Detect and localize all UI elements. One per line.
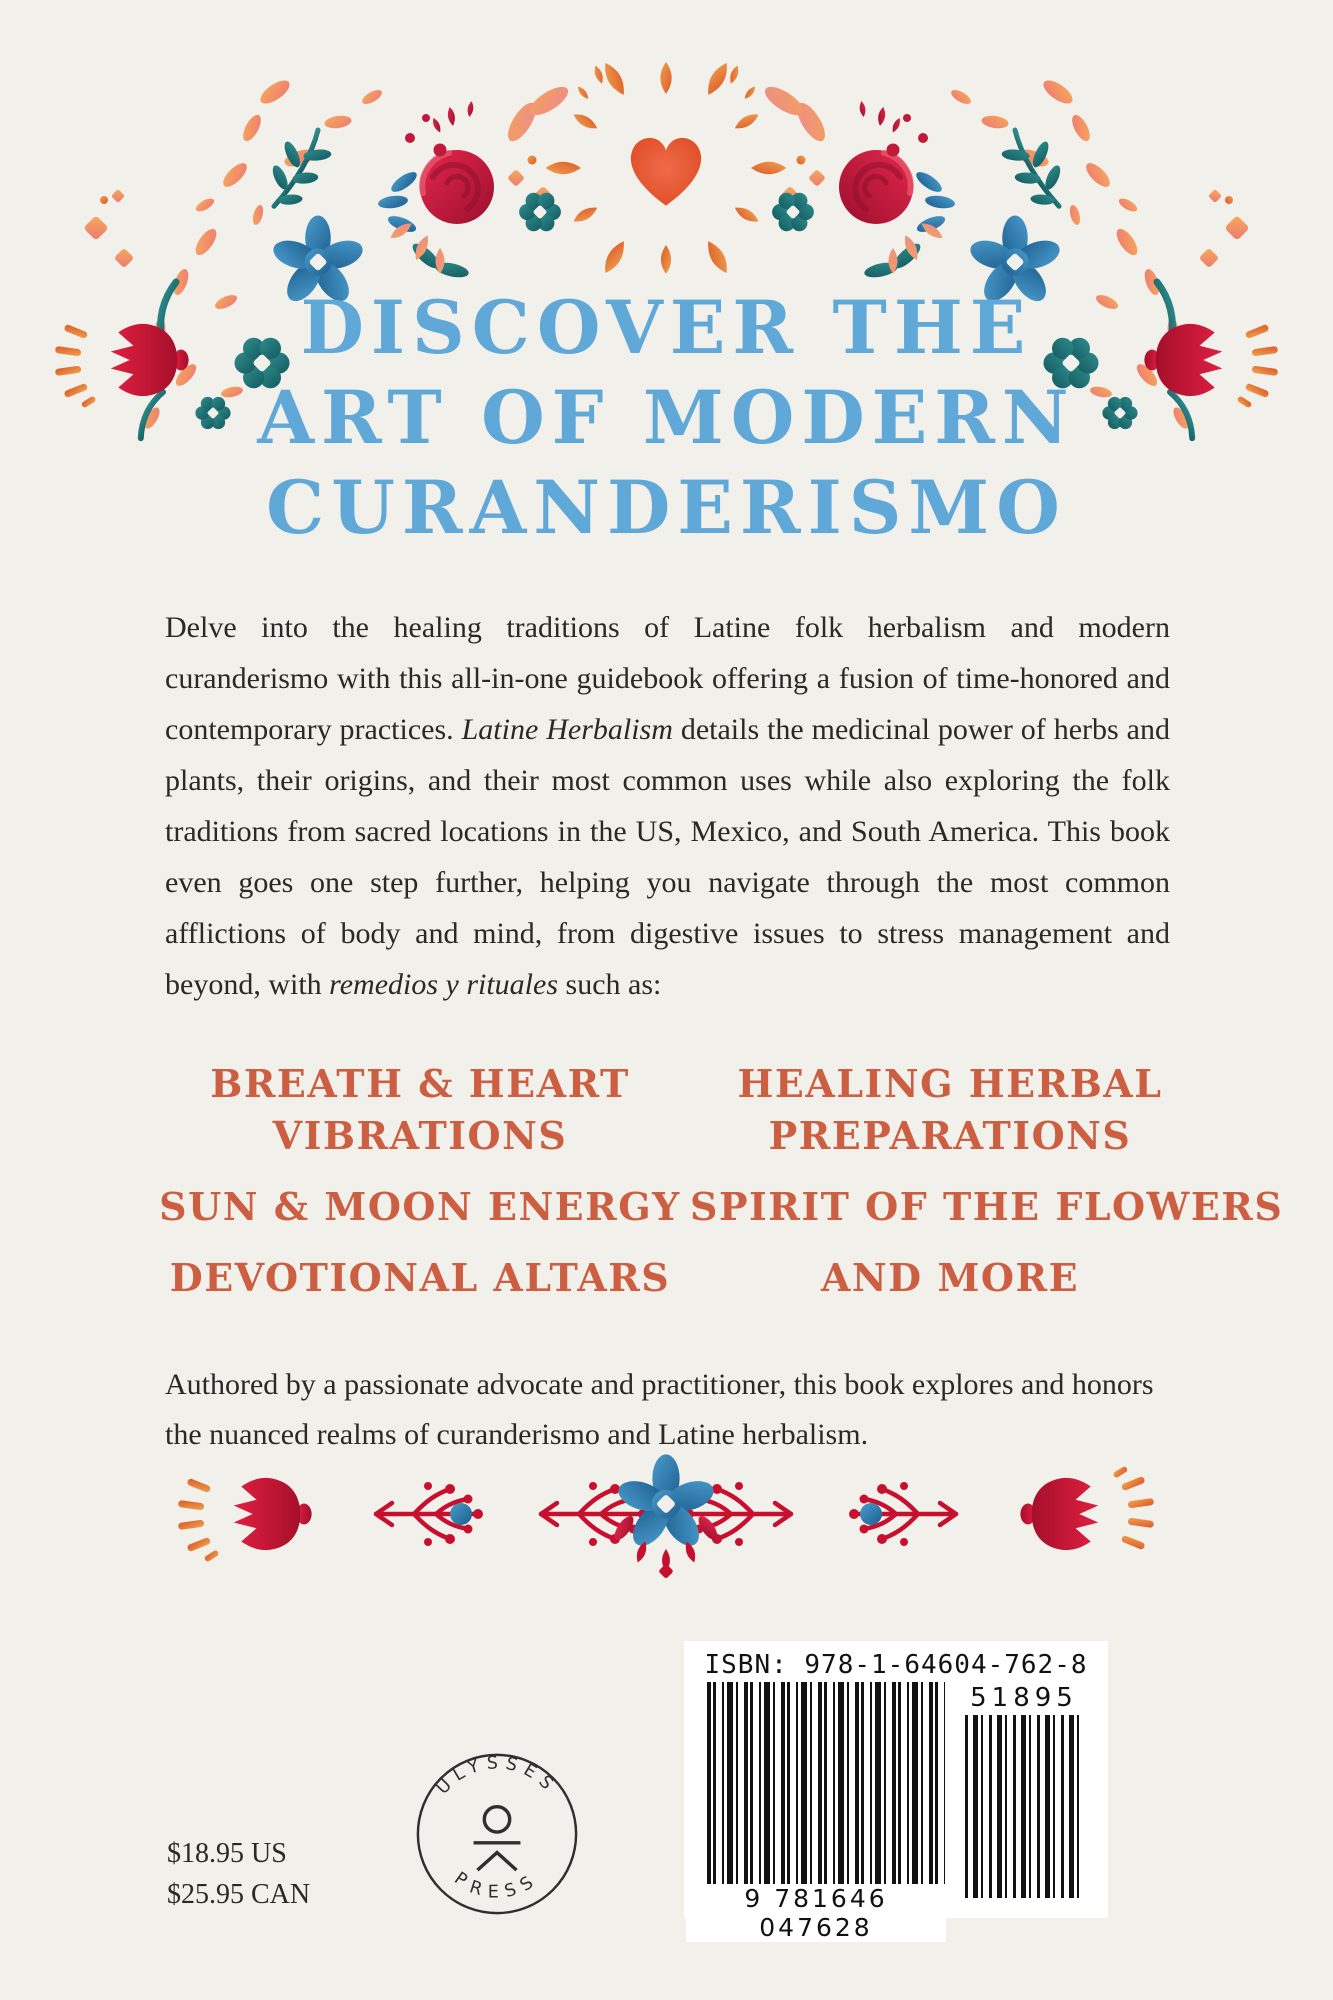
logo-text-bottom: PRESS [450,1868,544,1903]
barcode-price-code: 51895 [970,1683,1078,1713]
floral-divider-ornament [146,1452,1186,1582]
feature-devotional-altars: DEVOTIONAL ALTARS [169,1255,671,1300]
feature-row [150,1252,1210,1304]
feature-healing-herbal-preparations: HEALING HERBAL PREPARATIONS [737,1061,1163,1158]
rose-icon [420,150,494,224]
price-us: $18.95 US [167,1838,287,1869]
svg-text:ULYSSES [433,1753,562,1798]
feature-list [150,1058,1284,1323]
barcode-bars-main [707,1682,945,1886]
svg-text:PRESS [450,1869,543,1903]
closing-paragraph: Authored by a passionate advocate and practitioner, this book explores and honors the nuanced realms of curanderismo and Latine herbalism. [165,1368,1154,1451]
center-blue-flower-icon [611,1454,721,1579]
feature-and-more: AND MORE [820,1255,1080,1300]
price-can: $25.95 CAN [167,1879,311,1910]
barcode-ean-digits: 9 781646 047628 [686,1884,946,1942]
feature-row [150,1058,1210,1162]
barcode-panel [684,1641,1108,1942]
book-title-italic: Latine Herbalism [461,713,673,746]
headline-line-3: CURANDERISMO [266,465,1067,551]
intro-paragraph [165,602,1170,1010]
headline-line-2: ART OF MODERN [257,375,1076,461]
intro-text-2: details the medicinal power of herbs and plants, their origins, and their most common uses while also exploring the folk traditions from sacred locations in the US, Mexico, and South America. This book even goes one step further, helping you navigate through the most common afflictions of body and mind, from digestive issues to stress management and beyond, with [165,713,1170,1001]
feature-spirit-of-the-flowers: SPIRIT OF THE FLOWERS [690,1184,1284,1229]
feature-breath-heart-vibrations: BREATH & HEART VIBRATIONS [210,1061,630,1158]
intro-text-3: such as: [558,968,662,1001]
headline [0,283,1333,553]
price-block [167,1833,310,1915]
barcode-bars-supplement [965,1715,1083,1898]
feature-sun-moon-energy: SUN & MOON ENERGY [159,1184,681,1229]
spanish-phrase-italic: remedios y rituales [329,968,559,1001]
logo-figure-icon [474,1807,521,1870]
intro-text-1: Delve into the healing traditions of Latine folk herbalism and modern curanderismo with this all-in-one guidebook offering a fusion of time-honored and contemporary practices. [165,611,1170,746]
ulysses-press-logo [414,1751,580,1917]
isbn-label: ISBN: 978-1-64604-762-8 [704,1650,1088,1680]
logo-text-top: ULYSSES [432,1753,562,1799]
feature-row [150,1181,1284,1233]
headline-line-1: DISCOVER THE [300,285,1033,371]
leaf-branch-icon [253,118,342,220]
